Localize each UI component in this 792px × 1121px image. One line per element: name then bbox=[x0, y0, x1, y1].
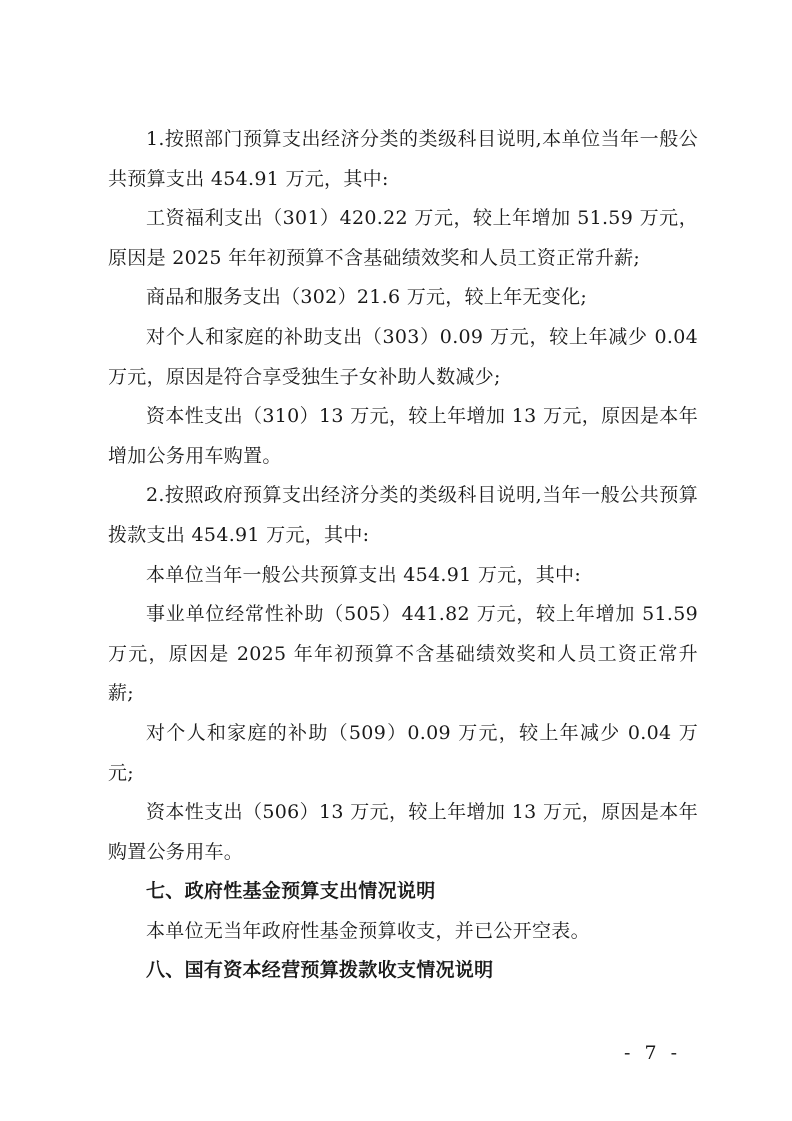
paragraph-salary-welfare: 工资福利支出（301）420.22 万元，较上年增加 51.59 万元，原因是 2025 年年初预算不含基础绩效奖和人员工资正常升薪; bbox=[108, 207, 698, 269]
paragraph-unit-general-budget: 本单位当年一般公共预算支出 454.91 万元，其中: bbox=[146, 563, 582, 586]
section-heading-state-capital: 八、国有资本经营预算拨款收支情况说明 bbox=[146, 959, 494, 982]
paragraph-capital-expenditure: 资本性支出（310）13 万元，较上年增加 13 万元，原因是本年增加公务用车购置。 bbox=[108, 405, 698, 467]
paragraph-institution-subsidy: 事业单位经常性补助（505）441.82 万元，较上年增加 51.59 万元，原因是 2025 年年初预算不含基础绩效奖和人员工资正常升薪; bbox=[108, 603, 698, 705]
paragraph-government-classification: 2.按照政府预算支出经济分类的类级科目说明,当年一般公共预算拨款支出 454.91 万元，其中: bbox=[108, 484, 698, 546]
section-heading-government-fund: 七、政府性基金预算支出情况说明 bbox=[146, 880, 436, 903]
paragraph-department-classification: 1.按照部门预算支出经济分类的类级科目说明,本单位当年一般公共预算支出 454.91 万元，其中: bbox=[108, 128, 698, 190]
paragraph-capital-expenditure-506: 资本性支出（506）13 万元，较上年增加 13 万元，原因是本年购置公务用车。 bbox=[108, 801, 698, 863]
paragraph-government-fund-none: 本单位无当年政府性基金预算收支，并已公开空表。 bbox=[146, 919, 590, 942]
paragraph-goods-services: 商品和服务支出（302）21.6 万元，较上年无变化; bbox=[146, 286, 588, 309]
document-body bbox=[108, 120, 698, 991]
paragraph-individual-family-subsidy-509: 对个人和家庭的补助（509）0.09 万元，较上年减少 0.04 万元; bbox=[108, 721, 698, 784]
paragraph-individual-family-subsidy: 对个人和家庭的补助支出（303）0.09 万元，较上年减少 0.04 万元，原因是符合享受独生子女补助人数减少; bbox=[108, 325, 698, 388]
page-number: - 7 - bbox=[624, 1042, 682, 1064]
